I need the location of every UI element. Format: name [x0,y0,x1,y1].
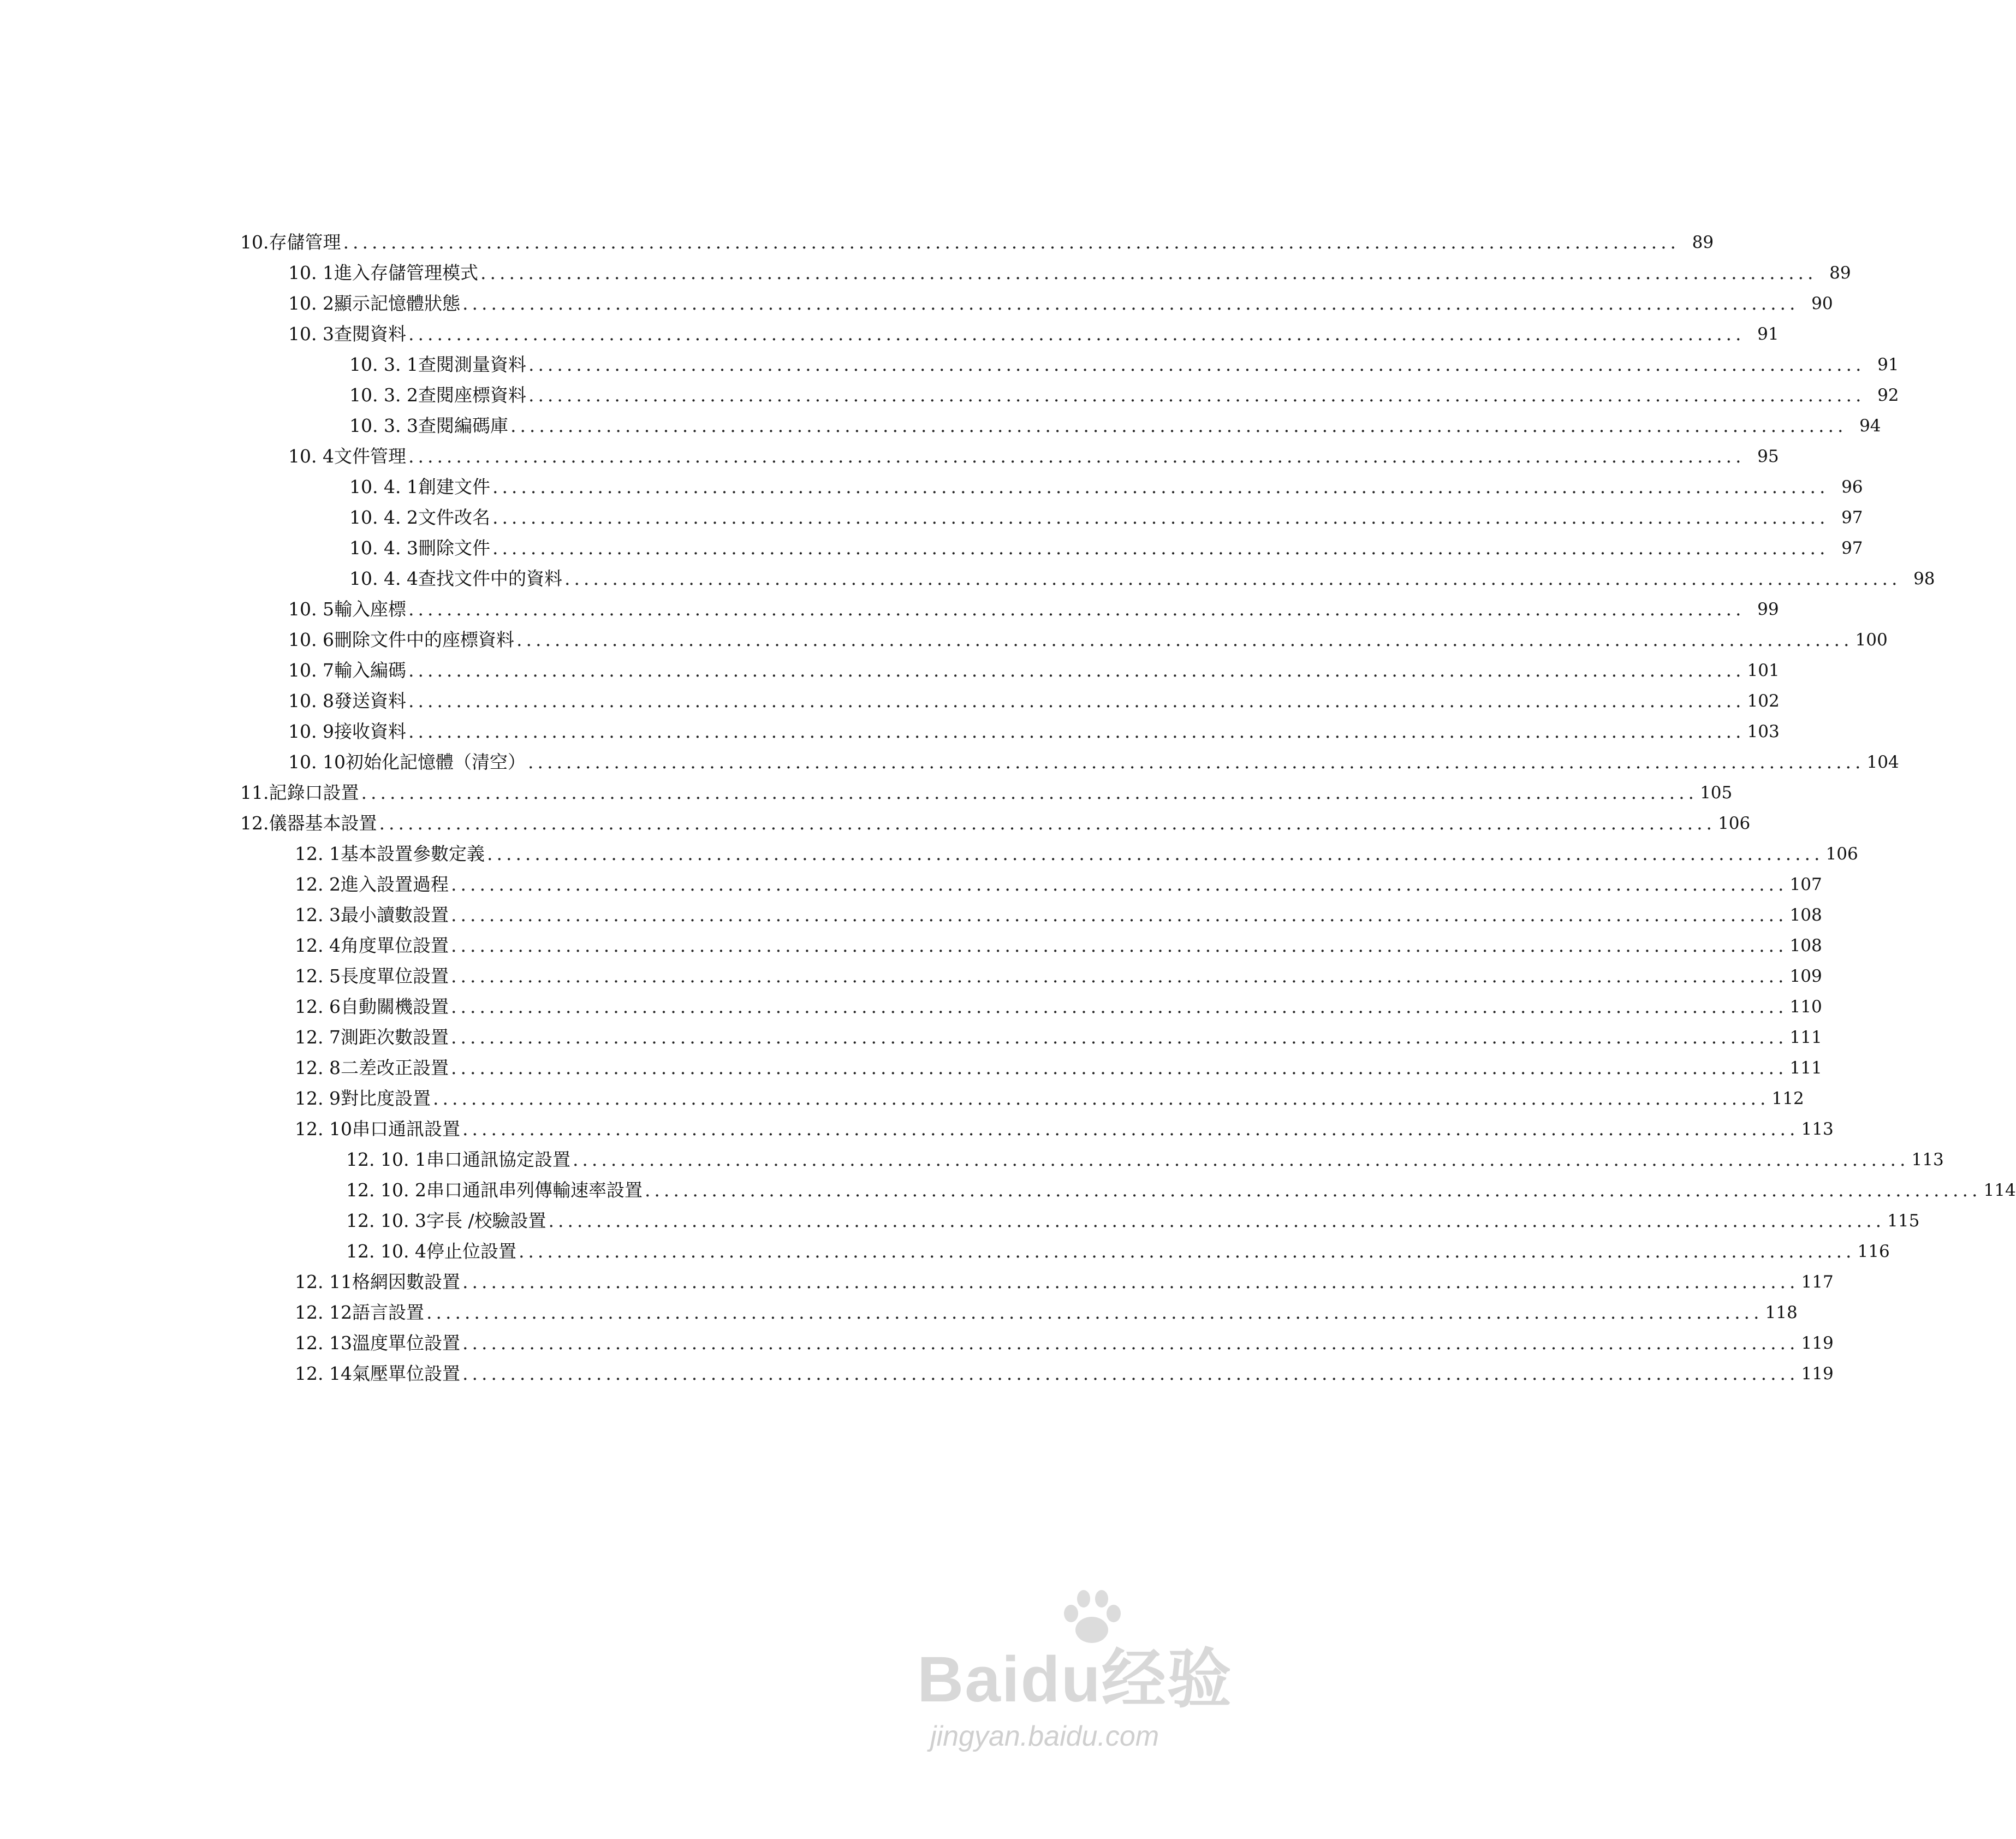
toc-entry-title: 長度單位設置 [340,965,449,987]
toc-entry-title: 對比度設置 [340,1088,431,1109]
toc-entry[interactable] [295,959,1822,987]
toc-dot-leader: ............................................................................................................................................ [510,415,1847,436]
toc-dot-leader: ............................................................................................................................................ [462,293,1799,314]
toc-entry[interactable] [295,898,1822,926]
toc-dot-leader: ............................................................................................................................................ [527,751,1865,773]
toc-entry-page-number: 91 [1877,355,1899,375]
toc-entry-number: 10. 4. 2 [349,507,418,528]
toc-dot-leader: ............................................................................................................................................ [450,874,1788,895]
toc-entry[interactable] [349,470,1863,498]
toc-entry[interactable] [295,1020,1822,1048]
toc-entry-number: 10. 2 [288,293,334,314]
toc-entry-title: 自動關機設置 [340,996,449,1017]
toc-dot-leader: ............................................................................................................................................ [516,629,1853,650]
toc-entry-number: 12. 14 [295,1363,352,1384]
toc-entry-number: 10. 9 [288,721,334,742]
toc-entry-page-number: 91 [1757,324,1779,344]
watermark-logo-text: Baidu经验 [917,1644,1233,1716]
toc-entry-title: 查閱測量資料 [418,354,526,375]
toc-dot-leader: ............................................................................................................................................ [450,904,1788,926]
toc-entry-page-number: 118 [1765,1303,1798,1322]
toc-entry-page-number: 109 [1789,966,1822,986]
toc-entry-page-number: 117 [1801,1272,1834,1292]
toc-entry-page-number: 105 [1700,783,1733,803]
toc-entry-page-number: 119 [1801,1364,1834,1384]
toc-dot-leader: ............................................................................................................................................ [480,262,1817,283]
toc-entry-title: 字長 /校驗設置 [426,1210,546,1231]
toc-entry-page-number: 107 [1789,875,1822,894]
toc-dot-leader: ............................................................................................................................................ [450,965,1788,987]
toc-dot-leader: ............................................................................................................................................ [492,476,1829,497]
toc-entry-page-number: 106 [1825,844,1858,864]
toc-entry-page-number: 113 [1801,1119,1834,1139]
toc-entry-title: 格網因數設置 [352,1271,460,1292]
toc-dot-leader: ............................................................................................................................................ [450,1027,1788,1048]
toc-entry-title: 文件管理 [334,446,406,467]
toc-dot-leader: ............................................................................................................................................ [644,1179,1982,1201]
toc-entry-number: 10. 3. 3 [349,415,418,436]
toc-entry[interactable] [295,1265,1834,1293]
toc-entry-number: 12. 6 [295,996,341,1017]
toc-entry-page-number: 112 [1771,1089,1804,1108]
toc-entry[interactable] [295,867,1822,895]
toc-entry-title: 刪除文件 [418,537,490,559]
toc-entry-number: 12. 10. 3 [346,1210,426,1231]
toc-entry-title: 二差改正設置 [340,1057,449,1078]
toc-dot-leader: ............................................................................................................................................ [408,598,1745,620]
toc-entry-number: 10. 4. 3 [349,537,418,559]
toc-entry-page-number: 99 [1757,600,1779,619]
toc-entry-number: 12. [240,812,269,834]
toc-entry-title: 查閱資料 [334,323,406,345]
toc-entry-number: 12. 3 [295,904,341,926]
toc-entry-page-number: 98 [1913,569,1935,589]
toc-entry[interactable] [295,837,1858,865]
toc-entry-page-number: 108 [1789,905,1822,925]
toc-entry-title: 停止位設置 [426,1241,516,1262]
toc-entry-page-number: 89 [1692,233,1714,252]
toc-entry-title: 存儲管理 [269,232,341,253]
toc-entry-title: 進入存儲管理模式 [334,262,478,283]
toc-dot-leader: ............................................................................................................................................ [462,1332,1799,1354]
watermark-url: jingyan.baidu.com [930,1721,1159,1752]
toc-entry[interactable] [295,1295,1798,1324]
toc-dot-leader: ............................................................................................................................................ [486,843,1824,864]
toc-dot-leader: ............................................................................................................................................ [492,537,1829,559]
toc-entry-page-number: 104 [1866,752,1899,772]
toc-entry-title: 查找文件中的資料 [418,568,562,589]
toc-dot-leader: ............................................................................................................................................ [462,1118,1799,1140]
toc-entry[interactable] [240,225,1714,253]
toc-entry-page-number: 97 [1841,538,1863,558]
toc-entry-page-number: 116 [1857,1242,1890,1261]
toc-entry-title: 最小讀數設置 [340,904,449,926]
toc-dot-leader: ............................................................................................................................................ [572,1149,1910,1170]
toc-entry-number: 12. 7 [295,1027,341,1048]
baidu-watermark [917,1627,1245,1758]
toc-entry-title: 文件改名 [418,507,490,528]
toc-entry-number: 12. 12 [295,1302,352,1323]
toc-entry[interactable] [349,347,1899,376]
toc-entry[interactable] [288,317,1779,345]
toc-entry-title: 串口通訊協定設置 [426,1149,570,1170]
toc-entry[interactable] [288,714,1780,743]
toc-entry-page-number: 111 [1789,1028,1822,1047]
toc-entry-number: 12. 4 [295,935,341,956]
toc-entry[interactable] [288,592,1779,620]
toc-entry[interactable] [349,500,1863,529]
toc-entry-title: 顯示記憶體狀態 [334,293,460,314]
toc-entry-page-number: 94 [1859,416,1881,436]
toc-entry-title: 初始化記憶體（清空） [345,751,526,773]
toc-entry-page-number: 115 [1887,1211,1920,1231]
toc-entry-page-number: 106 [1718,814,1751,833]
toc-entry-number: 11. [240,782,269,803]
toc-entry[interactable] [295,1326,1834,1354]
toc-entry-page-number: 110 [1789,997,1822,1017]
toc-entry-title: 輸入編碼 [334,660,406,681]
toc-entry-number: 12. 13 [295,1332,352,1354]
toc-dot-leader: ............................................................................................................................................ [343,232,1680,253]
toc-entry-number: 10. 4. 4 [349,568,418,589]
toc-dot-leader: ............................................................................................................................................ [408,690,1745,711]
toc-entry-page-number: 89 [1829,263,1851,283]
toc-entry[interactable] [240,806,1751,834]
toc-entry-page-number: 96 [1841,477,1863,497]
toc-entry[interactable] [288,286,1833,315]
toc-entry[interactable] [295,928,1822,957]
toc-entry[interactable] [346,1234,1890,1262]
toc-entry-title: 查閱編碼庫 [418,415,508,436]
toc-entry-number: 10. 8 [288,690,334,711]
toc-entry-page-number: 102 [1747,691,1780,711]
toc-entry-number: 10. 7 [288,660,334,681]
toc-dot-leader: ............................................................................................................................................ [408,446,1745,467]
toc-dot-leader: ............................................................................................................................................ [408,660,1745,681]
toc-entry-number: 12. 8 [295,1057,341,1078]
toc-dot-leader: ............................................................................................................................................ [462,1363,1799,1384]
toc-entry-page-number: 95 [1757,447,1779,466]
toc-entry[interactable] [346,1203,1920,1232]
toc-entry-page-number: 111 [1789,1058,1822,1078]
toc-dot-leader: ............................................................................................................................................ [462,1271,1799,1292]
toc-dot-leader: ............................................................................................................................................ [408,721,1745,742]
toc-dot-leader: ............................................................................................................................................ [548,1210,1886,1231]
toc-dot-leader: ............................................................................................................................................ [450,1057,1788,1078]
toc-entry[interactable] [295,1051,1822,1079]
toc-entry[interactable] [295,989,1822,1018]
toc-dot-leader: ............................................................................................................................................ [450,996,1788,1017]
toc-entry-number: 10. 3. 1 [349,354,418,375]
toc-entry[interactable] [240,775,1733,804]
toc-dot-leader: ............................................................................................................................................ [408,323,1745,345]
toc-entry-page-number: 108 [1789,936,1822,956]
toc-entry-title: 接收資料 [334,721,406,742]
toc-entry-number: 10. 4 [288,446,334,467]
toc-entry-title: 儀器基本設置 [269,812,377,834]
toc-entry[interactable] [346,1142,1944,1171]
toc-entry-page-number: 113 [1911,1150,1944,1170]
toc-entry[interactable] [349,531,1863,559]
toc-entry-page-number: 103 [1747,722,1780,741]
toc-entry-title: 測距次數設置 [340,1027,449,1048]
toc-entry-page-number: 90 [1811,294,1833,313]
toc-entry-title: 角度單位設置 [340,935,449,956]
toc-entry-number: 10. [240,232,269,253]
toc-entry-number: 12. 1 [295,843,341,864]
toc-entry-number: 10. 4. 1 [349,476,418,497]
toc-entry-title: 查閱座標資料 [418,384,526,406]
toc-entry-number: 10. 6 [288,629,334,650]
toc-dot-leader: ............................................................................................................................................ [450,935,1788,956]
toc-entry-number: 12. 9 [295,1088,341,1109]
toc-entry[interactable] [349,408,1881,437]
toc-entry-number: 12. 10 [295,1118,352,1140]
toc-entry-title: 進入設置過程 [340,874,449,895]
toc-entry-page-number: 101 [1747,661,1780,680]
toc-dot-leader: ............................................................................................................................................ [528,384,1865,406]
toc-entry[interactable] [288,653,1780,681]
toc-entry-title: 輸入座標 [334,598,406,620]
toc-dot-leader: ............................................................................................................................................ [528,354,1865,375]
toc-entry-title: 刪除文件中的座標資料 [334,629,514,650]
toc-entry[interactable] [288,256,1851,284]
toc-entry-title: 氣壓單位設置 [352,1363,460,1384]
toc-entry[interactable] [349,378,1899,406]
toc-entry-number: 10. 10 [288,751,346,773]
toc-dot-leader: ............................................................................................................................................ [564,568,1901,589]
toc-entry-number: 10. 3. 2 [349,384,418,406]
toc-dot-leader: ............................................................................................................................................ [426,1302,1763,1323]
toc-entry[interactable] [288,622,1888,651]
toc-entry-title: 記錄口設置 [269,782,359,803]
toc-entry-number: 12. 2 [295,874,341,895]
toc-entry[interactable] [346,1173,2016,1201]
toc-entry-number: 12. 10. 2 [346,1179,426,1201]
toc-entry-number: 12. 10. 4 [346,1241,426,1262]
toc-dot-leader: ............................................................................................................................................ [492,507,1829,528]
toc-entry[interactable] [295,1081,1804,1110]
toc-entry-number: 10. 3 [288,323,334,345]
toc-entry-number: 10. 5 [288,598,334,620]
toc-entry[interactable] [288,439,1779,467]
toc-entry[interactable] [295,1112,1834,1140]
toc-entry-title: 創建文件 [418,476,490,497]
toc-entry[interactable] [288,745,1899,773]
toc-dot-leader: ............................................................................................................................................ [432,1088,1770,1109]
toc-entry-title: 串口通訊設置 [352,1118,460,1140]
toc-entry-page-number: 114 [1983,1180,2016,1200]
toc-entry-page-number: 92 [1877,385,1899,405]
toc-entry[interactable] [349,561,1935,590]
toc-entry-title: 串口通訊串列傳輸速率設置 [426,1179,643,1201]
toc-entry-page-number: 100 [1855,630,1888,650]
toc-entry-number: 10. 1 [288,262,334,283]
toc-dot-leader: ............................................................................................................................................ [518,1241,1856,1262]
toc-entry-title: 基本設置參數定義 [340,843,485,864]
toc-entry-page-number: 119 [1801,1333,1834,1353]
toc-entry[interactable] [295,1356,1834,1385]
toc-entry-title: 溫度單位設置 [352,1332,460,1354]
toc-entry-number: 12. 10. 1 [346,1149,426,1170]
toc-entry-title: 語言設置 [352,1302,424,1323]
toc-entry-page-number: 97 [1841,508,1863,527]
toc-dot-leader: ............................................................................................................................................ [379,812,1716,834]
toc-entry-title: 發送資料 [334,690,406,711]
toc-entry-number: 12. 5 [295,965,341,987]
toc-dot-leader: ............................................................................................................................................ [361,782,1698,803]
toc-entry-number: 12. 11 [295,1271,352,1292]
toc-entry[interactable] [288,684,1780,712]
